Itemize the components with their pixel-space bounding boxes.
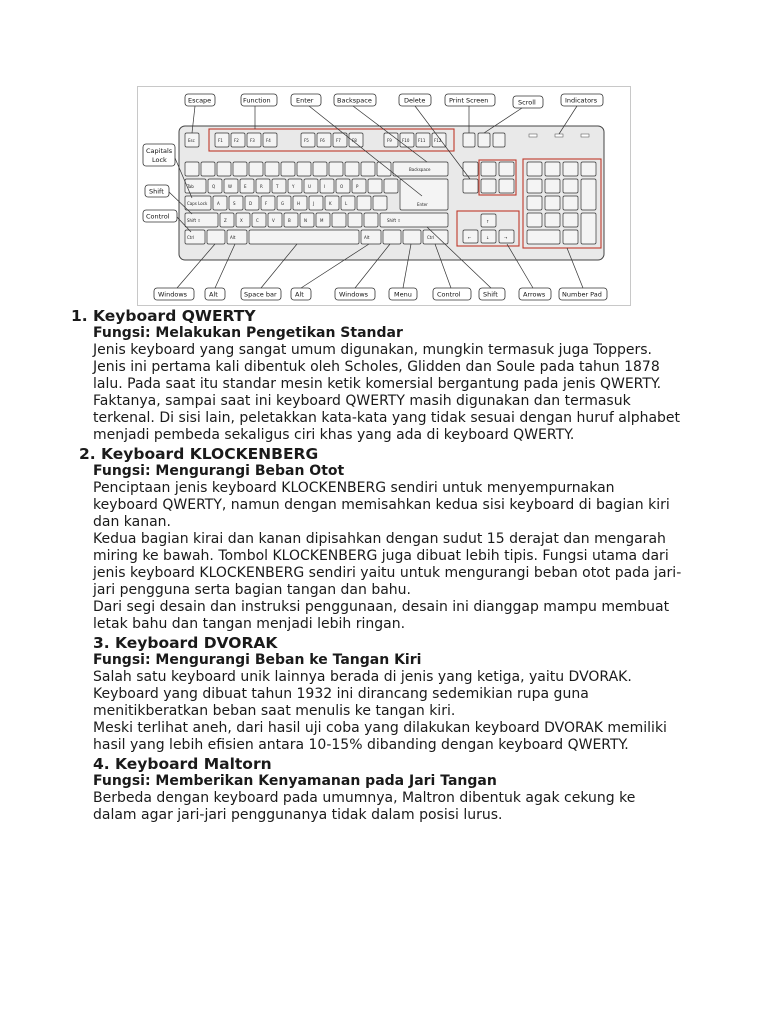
svg-text:U: U bbox=[308, 184, 311, 189]
svg-text:Windows: Windows bbox=[158, 290, 188, 299]
svg-text:Windows: Windows bbox=[339, 290, 369, 299]
svg-text:J: J bbox=[313, 201, 315, 206]
svg-text:F3: F3 bbox=[250, 138, 255, 143]
svg-text:Shift: Shift bbox=[483, 290, 498, 299]
svg-text:H: H bbox=[297, 201, 301, 206]
section-paragraph: Jenis keyboard yang sangat umum digunakan, mungkin termasuk juga Toppers. Jenis ini pertama kali dibentuk oleh Scholes, Glidden dan Soule pada tahun 1878 lalu. Pada saat itu standar mesin ketik komersial bergantung pada jenis QWERTY. bbox=[93, 342, 662, 392]
section-paragraph: Meski terlihat aneh, dari hasil uji coba yang dilakukan keyboard DVORAK memiliki hasil yang lebih efisien antara 10-15% dibanding dengan keyboard QWERTY. bbox=[93, 720, 667, 753]
svg-text:Alt: Alt bbox=[295, 290, 304, 299]
svg-text:F12: F12 bbox=[434, 138, 442, 143]
svg-text:T: T bbox=[276, 184, 279, 189]
svg-text:Backspace: Backspace bbox=[337, 96, 372, 105]
section-paragraph: Berbeda dengan keyboard pada umumnya, Maltron dibentuk agak cekung ke dalam agar jari-jari penggunanya tidak dalam posisi lurus. bbox=[93, 790, 636, 823]
svg-text:R: R bbox=[260, 184, 263, 189]
section-paragraph: Kedua bagian kirai dan kanan dipisahkan dengan sudut 15 derajat dan mengarah miring ke bawah. Tombol KLOCKENBERG juga dibuat lebih tipis. Fungsi utama dari jenis keyboard KLOCKENBERG sendiri yaitu untuk mengurangi beban otot pada jari-jari pengguna serta bagian tangan dan bahu. bbox=[93, 531, 682, 598]
svg-text:Lock: Lock bbox=[152, 156, 167, 164]
svg-text:S: S bbox=[233, 201, 236, 206]
svg-text:Scroll: Scroll bbox=[518, 98, 536, 107]
section-paragraph: Penciptaan jenis keyboard KLOCKENBERG sendiri untuk menyempurnakan keyboard QWERTY, namun dengan memisahkan kedua sisi keyboard di bagian kiri dan kanan. bbox=[93, 480, 670, 530]
svg-text:E: E bbox=[244, 184, 247, 189]
svg-text:F4: F4 bbox=[266, 138, 271, 143]
svg-text:Function: Function bbox=[243, 96, 271, 105]
svg-text:Control: Control bbox=[146, 212, 170, 221]
svg-text:M: M bbox=[320, 218, 324, 223]
section-title: Keyboard Maltorn bbox=[115, 755, 272, 773]
svg-text:Esc: Esc bbox=[188, 138, 195, 143]
section-keyboard-klockenberg bbox=[0, 446, 768, 633]
svg-text:Arrows: Arrows bbox=[523, 290, 546, 299]
section-keyboard-maltorn bbox=[0, 756, 768, 824]
svg-text:Shift ⇧: Shift ⇧ bbox=[187, 218, 201, 223]
svg-text:Space bar: Space bar bbox=[244, 290, 277, 299]
svg-text:A: A bbox=[217, 201, 220, 206]
section-function: Fungsi: Memberikan Kenyamanan pada Jari Tangan bbox=[93, 773, 497, 789]
svg-text:Tab: Tab bbox=[187, 184, 194, 189]
svg-text:Backspace: Backspace bbox=[409, 167, 431, 172]
svg-text:D: D bbox=[249, 201, 253, 206]
svg-text:Control: Control bbox=[437, 290, 461, 299]
svg-text:F7: F7 bbox=[336, 138, 341, 143]
svg-text:Alt: Alt bbox=[230, 235, 236, 240]
keyboard-diagram bbox=[137, 86, 631, 306]
svg-text:Y: Y bbox=[292, 184, 295, 189]
svg-text:Caps Lock: Caps Lock bbox=[187, 201, 208, 206]
section-paragraph: Dari segi desain dan instruksi penggunaan, desain ini dianggap mampu membuat letak bahu dan tangan menjadi lebih ringan. bbox=[93, 599, 670, 632]
svg-text:Ctrl: Ctrl bbox=[187, 235, 195, 240]
svg-text:F8: F8 bbox=[352, 138, 357, 143]
section-paragraph: Salah satu keyboard unik lainnya berada di jenis yang ketiga, yaitu DVORAK. Keyboard yang dibuat tahun 1932 ini dirancang sedemikian rupa guna menitikberatkan beban saat menulis ke tangan kiri. bbox=[93, 669, 632, 719]
svg-text:C: C bbox=[256, 218, 259, 223]
svg-text:F5: F5 bbox=[304, 138, 309, 143]
section-paragraph: Faktanya, sampai saat ini keyboard QWERTY masih digunakan dan termasuk terkenal. Di sisi lain, peletakkan kata-kata yang tidak sesuai dengan huruf alphabet menjadi pembeda sekaligus ciri khas yang ada di keyboard QWERTY. bbox=[93, 393, 681, 443]
section-heading bbox=[0, 756, 768, 773]
section-title: Keyboard DVORAK bbox=[115, 634, 278, 652]
svg-text:F9: F9 bbox=[387, 138, 392, 143]
keyboard-diagram-svg bbox=[137, 86, 631, 306]
section-number: 2. bbox=[79, 445, 96, 463]
section-heading bbox=[0, 308, 768, 325]
svg-text:F10: F10 bbox=[402, 138, 410, 143]
section-heading bbox=[0, 635, 768, 652]
svg-text:K: K bbox=[329, 201, 332, 206]
svg-text:Escape: Escape bbox=[188, 96, 212, 105]
svg-text:V: V bbox=[272, 218, 275, 223]
svg-text:Z: Z bbox=[224, 218, 227, 223]
svg-text:Indicators: Indicators bbox=[565, 96, 598, 105]
svg-text:Ctrl: Ctrl bbox=[427, 235, 435, 240]
svg-text:Shift ⇧: Shift ⇧ bbox=[387, 218, 401, 223]
svg-text:P: P bbox=[356, 184, 359, 189]
svg-text:Delete: Delete bbox=[404, 96, 426, 105]
svg-text:Alt: Alt bbox=[209, 290, 218, 299]
section-keyboard-dvorak bbox=[0, 635, 768, 754]
svg-text:↓: ↓ bbox=[486, 235, 490, 240]
svg-text:L: L bbox=[345, 201, 348, 206]
section-function: Fungsi: Mengurangi Beban Otot bbox=[93, 463, 345, 479]
svg-text:Menu: Menu bbox=[394, 290, 412, 299]
section-function: Fungsi: Melakukan Pengetikan Standar bbox=[93, 325, 403, 341]
svg-text:N: N bbox=[304, 218, 307, 223]
svg-text:Capitals: Capitals bbox=[146, 147, 173, 155]
svg-text:F11: F11 bbox=[418, 138, 426, 143]
svg-text:←: ← bbox=[468, 235, 472, 240]
svg-text:F6: F6 bbox=[320, 138, 325, 143]
svg-text:Q: Q bbox=[212, 184, 216, 189]
section-keyboard-qwerty bbox=[0, 308, 768, 444]
section-title: Keyboard KLOCKENBERG bbox=[101, 445, 319, 463]
svg-text:Print Screen: Print Screen bbox=[449, 96, 489, 105]
svg-text:F: F bbox=[265, 201, 268, 206]
section-number: 4. bbox=[93, 755, 110, 773]
svg-text:Enter: Enter bbox=[417, 202, 428, 207]
section-heading bbox=[0, 446, 768, 463]
svg-text:→: → bbox=[504, 235, 508, 240]
svg-text:Enter: Enter bbox=[296, 96, 314, 105]
svg-text:W: W bbox=[228, 184, 232, 189]
svg-text:G: G bbox=[281, 201, 285, 206]
section-number: 1. bbox=[71, 307, 88, 325]
svg-text:B: B bbox=[288, 218, 291, 223]
svg-text:Shift: Shift bbox=[149, 187, 164, 196]
svg-text:F1: F1 bbox=[218, 138, 223, 143]
section-title: Keyboard QWERTY bbox=[93, 307, 256, 325]
article-body bbox=[0, 306, 768, 824]
section-function: Fungsi: Mengurangi Beban ke Tangan Kiri bbox=[93, 652, 422, 668]
svg-text:Number Pad: Number Pad bbox=[562, 290, 602, 299]
svg-text:↑: ↑ bbox=[486, 219, 490, 224]
main-keys bbox=[185, 162, 448, 244]
svg-text:Alt: Alt bbox=[364, 235, 370, 240]
svg-text:I: I bbox=[324, 184, 326, 189]
section-number: 3. bbox=[93, 634, 110, 652]
svg-text:O: O bbox=[340, 184, 344, 189]
svg-text:F2: F2 bbox=[234, 138, 239, 143]
svg-text:X: X bbox=[240, 218, 243, 223]
